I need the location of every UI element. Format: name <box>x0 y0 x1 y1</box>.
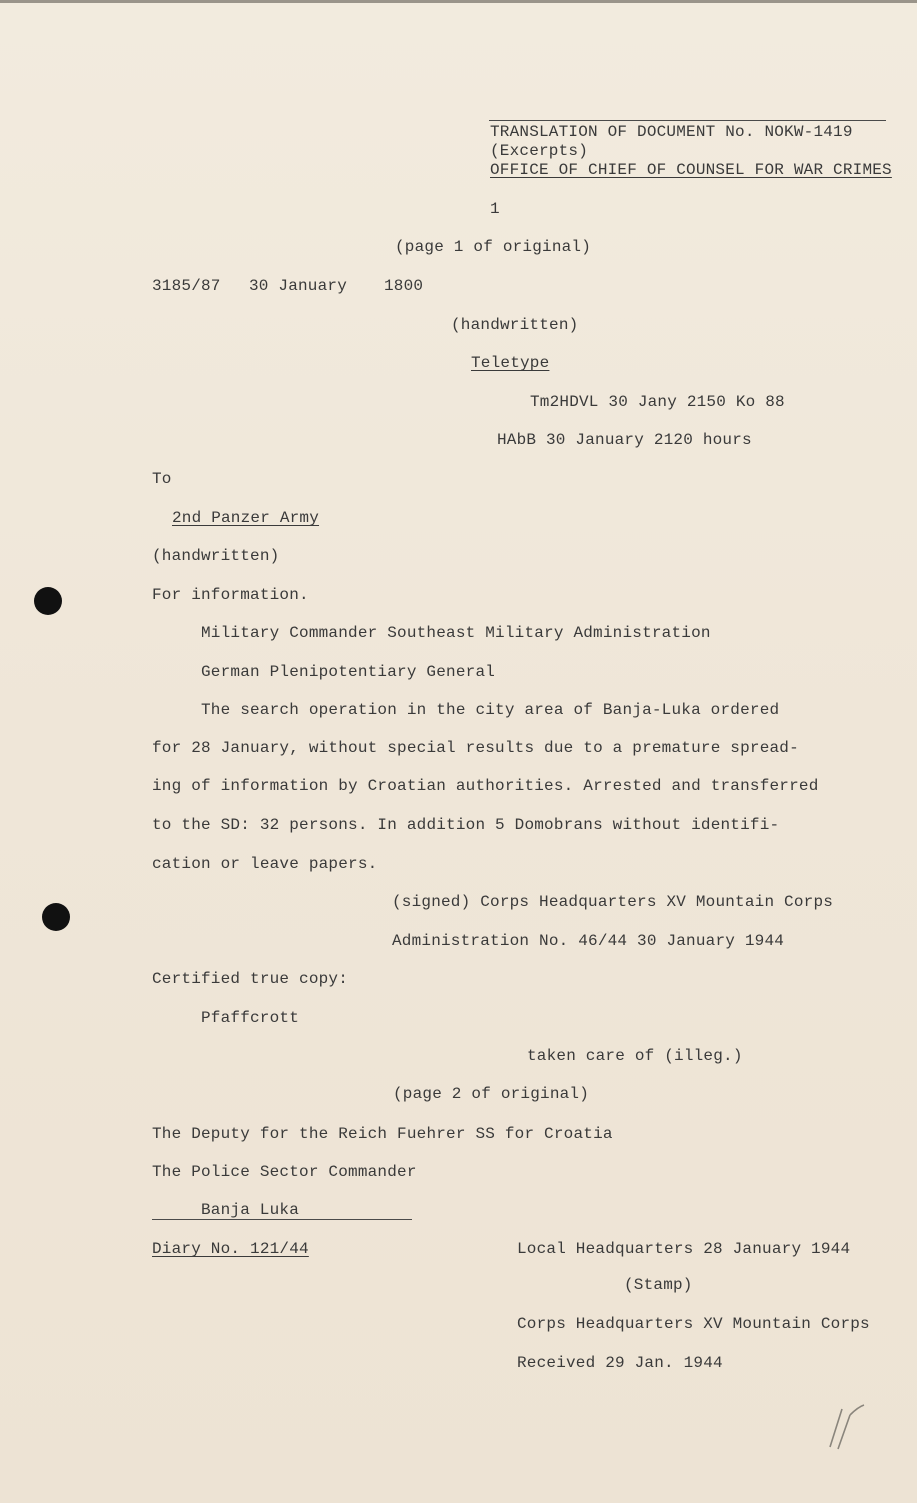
diary-number: Diary No. 121/44 <box>152 1240 309 1258</box>
to-label: To <box>152 470 172 488</box>
police-sector-line: The Police Sector Commander <box>152 1163 417 1181</box>
teletype-label: Teletype <box>471 354 550 372</box>
transmission-line: Tm2HDVL 30 Jany 2150 Ko 88 <box>530 393 785 411</box>
recipient: 2nd Panzer Army <box>172 509 320 527</box>
cc-military-commander: Military Commander Southeast Military Administration <box>201 624 711 642</box>
punch-hole <box>42 903 70 931</box>
body-line: The search operation in the city area of Banja-Luka ordered <box>201 701 780 719</box>
administration-line: Administration No. 46/44 30 January 1944 <box>392 932 785 950</box>
header-top-rule <box>489 120 886 121</box>
stamp-corps: Corps Headquarters XV Mountain Corps <box>517 1315 870 1333</box>
location-line: Banja Luka <box>201 1201 300 1219</box>
for-information: For information. <box>152 586 309 604</box>
header-title: TRANSLATION OF DOCUMENT No. NOKW-1419 <box>490 123 853 141</box>
reference-time: 1800 <box>384 277 424 295</box>
handwritten-note: (handwritten) <box>451 316 579 334</box>
stamp-received: Received 29 Jan. 1944 <box>517 1354 723 1372</box>
punch-hole <box>34 587 62 615</box>
location-rule <box>152 1219 412 1220</box>
local-headquarters: Local Headquarters 28 January 1944 <box>517 1240 851 1258</box>
reference-date: 30 January <box>249 277 348 295</box>
body-line: ing of information by Croatian authorities. Arrested and transferred <box>152 777 819 795</box>
certifier-name: Pfaffcrott <box>201 1009 300 1027</box>
received-line: HAbB 30 January 2120 hours <box>497 431 752 449</box>
page-2-label: (page 2 of original) <box>393 1085 590 1103</box>
body-line: cation or leave papers. <box>152 855 378 873</box>
page-1-label: (page 1 of original) <box>395 238 592 256</box>
taken-care-note: taken care of (illeg.) <box>527 1047 743 1065</box>
header-office: OFFICE OF CHIEF OF COUNSEL FOR WAR CRIMES <box>490 161 892 179</box>
stamp-label: (Stamp) <box>624 1276 693 1294</box>
certified-label: Certified true copy: <box>152 970 349 988</box>
deputy-line: The Deputy for the Reich Fuehrer SS for Croatia <box>152 1125 613 1143</box>
body-line: to the SD: 32 persons. In addition 5 Domobrans without identifi- <box>152 816 780 834</box>
body-line: for 28 January, without special results due to a premature spread- <box>152 739 799 757</box>
cc-plenipotentiary: German Plenipotentiary General <box>201 663 496 681</box>
handwritten-note-2: (handwritten) <box>152 547 280 565</box>
handwritten-mark <box>824 1399 872 1453</box>
signed-line: (signed) Corps Headquarters XV Mountain Corps <box>392 893 834 911</box>
reference-number: 3185/87 <box>152 277 221 295</box>
page-number: 1 <box>490 200 500 218</box>
header-excerpts: (Excerpts) <box>490 142 589 160</box>
